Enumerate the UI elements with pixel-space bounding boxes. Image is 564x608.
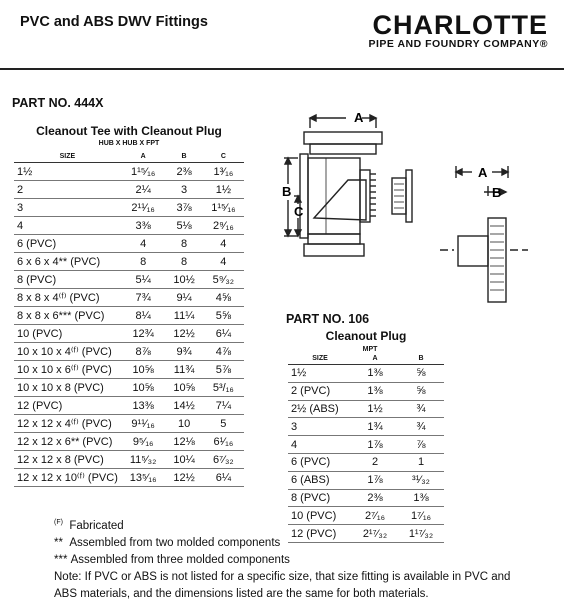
dimension-cell: 4 xyxy=(121,235,166,253)
table-row xyxy=(14,289,244,307)
size-cell: 12 (PVC) xyxy=(288,525,352,543)
part1-title: Cleanout Tee with Cleanout Plug xyxy=(36,124,222,138)
dimension-cell: 1¹⁵⁄₁₆ xyxy=(121,163,166,181)
dimension-cell: 12¾ xyxy=(121,325,166,343)
dimension-cell: 4 xyxy=(203,235,244,253)
dimension-cell: ⅝ xyxy=(398,365,444,383)
dimension-cell: 1⁷⁄₁₆ xyxy=(398,507,444,525)
dimension-cell: 8 xyxy=(165,253,202,271)
dimension-cell: 5 xyxy=(203,415,244,433)
size-cell: 8 x 8 x 4⁽ᶠ⁾ (PVC) xyxy=(14,289,121,307)
dimension-cell: 2¼ xyxy=(121,181,166,199)
table-row xyxy=(288,453,444,471)
size-cell: 12 x 12 x 6** (PVC) xyxy=(14,433,121,451)
note-fabricated xyxy=(54,514,510,535)
table-row xyxy=(14,361,244,379)
column-header: A xyxy=(121,150,166,163)
dimension-cell: 8¼ xyxy=(121,307,166,325)
column-header: A xyxy=(352,352,398,365)
dimension-cell: 5⁹⁄₃₂ xyxy=(203,271,244,289)
table-row xyxy=(14,217,244,235)
dimension-cell: 1½ xyxy=(352,400,398,418)
size-cell: 2 (PVC) xyxy=(288,382,352,400)
fabricated-text: Fabricated xyxy=(69,519,124,532)
dimension-cell: 4 xyxy=(203,253,244,271)
dimension-cell: ³¹⁄₃₂ xyxy=(398,471,444,489)
dimension-cell: 2 xyxy=(352,453,398,471)
size-cell: 10 (PVC) xyxy=(288,507,352,525)
dimension-cell: 3⅜ xyxy=(121,217,166,235)
dimension-cell: 9¹¹⁄₁₆ xyxy=(121,415,166,433)
dimension-cell: 11¾ xyxy=(165,361,202,379)
table-row xyxy=(14,253,244,271)
note-three-components xyxy=(54,552,510,569)
dim-a-label: A xyxy=(354,110,364,125)
table-row xyxy=(14,271,244,289)
size-cell: 8 x 8 x 6*** (PVC) xyxy=(14,307,121,325)
dimension-cell: 13⅜ xyxy=(121,397,166,415)
dimension-cell: 14½ xyxy=(165,397,202,415)
dimension-cell: 6¼ xyxy=(203,469,244,487)
size-cell: 6 x 6 x 4** (PVC) xyxy=(14,253,121,271)
dimension-cell: 6⁷⁄₃₂ xyxy=(203,451,244,469)
dimension-cell: 5⅛ xyxy=(165,217,202,235)
part2-number: PART NO. 106 xyxy=(286,312,370,326)
dim-c-label: C xyxy=(294,204,304,219)
dimension-cell: ¾ xyxy=(398,418,444,436)
dimension-cell: 1 xyxy=(398,453,444,471)
size-cell: 12 x 12 x 8 (PVC) xyxy=(14,451,121,469)
dimension-cell: 4⅝ xyxy=(203,289,244,307)
dimension-cell: 12½ xyxy=(165,469,202,487)
table-row xyxy=(14,397,244,415)
column-header: SIZE xyxy=(288,352,352,365)
size-cell: 8 (PVC) xyxy=(14,271,121,289)
dimension-cell: 8 xyxy=(165,235,202,253)
table-row xyxy=(288,489,444,507)
size-cell: 6 (PVC) xyxy=(14,235,121,253)
three-mark: *** xyxy=(54,553,68,566)
dimension-cell: 8⅞ xyxy=(121,343,166,361)
plug-dim-a-label: A xyxy=(478,165,488,180)
column-header: B xyxy=(165,150,202,163)
size-cell: 1½ xyxy=(288,365,352,383)
dimension-cell: 1⅞ xyxy=(352,471,398,489)
column-header: C xyxy=(203,150,244,163)
size-cell: 10 x 10 x 6⁽ᶠ⁾ (PVC) xyxy=(14,361,121,379)
part2-subtitle: MPT xyxy=(362,346,378,353)
table-row xyxy=(14,163,244,181)
dimension-cell: 1¹⁷⁄₃₂ xyxy=(398,525,444,543)
dimension-cell: 13⁵⁄₁₆ xyxy=(121,469,166,487)
dimension-cell: 5⅞ xyxy=(203,361,244,379)
fabricated-mark: (F) xyxy=(54,519,63,526)
table-row xyxy=(14,451,244,469)
part2-title: Cleanout Plug xyxy=(325,329,407,343)
size-cell: 6 (ABS) xyxy=(288,471,352,489)
note-two-components xyxy=(54,535,510,552)
dimension-cell: 10⅝ xyxy=(121,361,166,379)
dimension-cell: 11⁵⁄₃₂ xyxy=(121,451,166,469)
tee-drawing xyxy=(284,115,412,256)
size-cell: 2 xyxy=(14,181,121,199)
dimension-cell: 9⁵⁄₁₆ xyxy=(121,433,166,451)
table-row xyxy=(14,415,244,433)
dimension-cell: 3 xyxy=(165,181,202,199)
size-cell: 12 x 12 x 10⁽ᶠ⁾ (PVC) xyxy=(14,469,121,487)
dimension-cell: 2¹¹⁄₁₆ xyxy=(121,199,166,217)
plug-drawing xyxy=(440,166,528,302)
size-cell: 10 (PVC) xyxy=(14,325,121,343)
dimension-cell: 12½ xyxy=(165,325,202,343)
dimension-cell: 1⅜ xyxy=(352,365,398,383)
size-cell: 8 (PVC) xyxy=(288,489,352,507)
dim-b-label: B xyxy=(282,184,292,199)
dimension-cell: 2⅜ xyxy=(165,163,202,181)
size-cell: 4 xyxy=(288,436,352,454)
note-materials-2: ABS materials, and the dimensions listed are the same for both materials. xyxy=(54,587,429,600)
dimension-cell: 2¹⁷⁄₃₂ xyxy=(352,525,398,543)
dimension-cell: ⅝ xyxy=(398,382,444,400)
two-text: Assembled from two molded components xyxy=(69,536,281,549)
dimension-cell: 7¼ xyxy=(203,397,244,415)
dimension-cell: 12⅛ xyxy=(165,433,202,451)
dimension-cell: 4⅞ xyxy=(203,343,244,361)
column-header: B xyxy=(398,352,444,365)
table-row xyxy=(14,235,244,253)
dimension-cell: 1⅜ xyxy=(352,382,398,400)
size-cell: 4 xyxy=(14,217,121,235)
dimension-cell: 8 xyxy=(121,253,166,271)
table-row xyxy=(14,325,244,343)
dimension-cell: 2⁹⁄₁₆ xyxy=(203,217,244,235)
table-row xyxy=(14,199,244,217)
table-row xyxy=(14,307,244,325)
three-text: Assembled from three molded components xyxy=(70,553,290,566)
header-divider xyxy=(0,68,564,70)
size-cell: 10 x 10 x 4⁽ᶠ⁾ (PVC) xyxy=(14,343,121,361)
table-row xyxy=(14,343,244,361)
fittings-diagram xyxy=(270,100,560,340)
two-mark: ** xyxy=(54,536,63,549)
table-row xyxy=(288,382,444,400)
dimension-cell: 5¼ xyxy=(121,271,166,289)
dimension-cell: 9¼ xyxy=(165,289,202,307)
table-row xyxy=(288,471,444,489)
table-row xyxy=(14,181,244,199)
size-cell: 6 (PVC) xyxy=(288,453,352,471)
dimension-cell: 1¹⁵⁄₁₆ xyxy=(203,199,244,217)
dimension-cell: 6¹⁄₁₆ xyxy=(203,433,244,451)
dimension-cell: 6¼ xyxy=(203,325,244,343)
table-row xyxy=(14,469,244,487)
dimension-cell: ¾ xyxy=(398,400,444,418)
dimension-cell: 5³/₁₆ xyxy=(203,379,244,397)
footnotes xyxy=(54,514,510,603)
dimension-cell: 7¾ xyxy=(121,289,166,307)
table-row xyxy=(14,379,244,397)
dimension-cell: 10 xyxy=(165,415,202,433)
table-row xyxy=(288,400,444,418)
part1-subtitle: HUB X HUB X FPT xyxy=(98,140,160,147)
brand-name: CHARLOTTE xyxy=(372,10,548,40)
plug-dim-b-label: B xyxy=(492,185,502,200)
dimension-cell: 3⅞ xyxy=(165,199,202,217)
size-cell: 12 (PVC) xyxy=(14,397,121,415)
brand-tagline: PIPE AND FOUNDRY COMPANY® xyxy=(368,38,548,50)
dimension-cell: 5⅝ xyxy=(203,307,244,325)
dimension-cell: 1⅜ xyxy=(398,489,444,507)
dimension-cell: 11¼ xyxy=(165,307,202,325)
dimension-cell: 9¾ xyxy=(165,343,202,361)
part1-number: PART NO. 444X xyxy=(12,96,104,110)
dimension-cell: 1⅞ xyxy=(352,436,398,454)
table-row xyxy=(288,418,444,436)
size-cell: 10 x 10 x 8 (PVC) xyxy=(14,379,121,397)
cleanout-tee-table xyxy=(14,150,244,487)
dimension-cell: 1³⁄₁₆ xyxy=(203,163,244,181)
table-row xyxy=(14,433,244,451)
size-cell: 12 x 12 x 4⁽ᶠ⁾ (PVC) xyxy=(14,415,121,433)
size-cell: 2½ (ABS) xyxy=(288,400,352,418)
column-header: SIZE xyxy=(14,150,121,163)
dimension-cell: 2⅜ xyxy=(352,489,398,507)
table-row xyxy=(288,436,444,454)
dimension-cell: 10⅝ xyxy=(121,379,166,397)
dimension-cell: ⅞ xyxy=(398,436,444,454)
note-materials-1: Note: If PVC or ABS is not listed for a specific size, that size fitting is available in PVC and xyxy=(54,570,511,583)
dimension-cell: 1¾ xyxy=(352,418,398,436)
brand-logo xyxy=(368,10,548,50)
size-cell: 3 xyxy=(14,199,121,217)
size-cell: 3 xyxy=(288,418,352,436)
dimension-cell: 1½ xyxy=(203,181,244,199)
size-cell: 1½ xyxy=(14,163,121,181)
table-row xyxy=(288,365,444,383)
dimension-cell: 10½ xyxy=(165,271,202,289)
dimension-cell: 10⅝ xyxy=(165,379,202,397)
dimension-cell: 10¼ xyxy=(165,451,202,469)
page-title: PVC and ABS DWV Fittings xyxy=(20,14,208,30)
dimension-cell: 2⁷⁄₁₆ xyxy=(352,507,398,525)
